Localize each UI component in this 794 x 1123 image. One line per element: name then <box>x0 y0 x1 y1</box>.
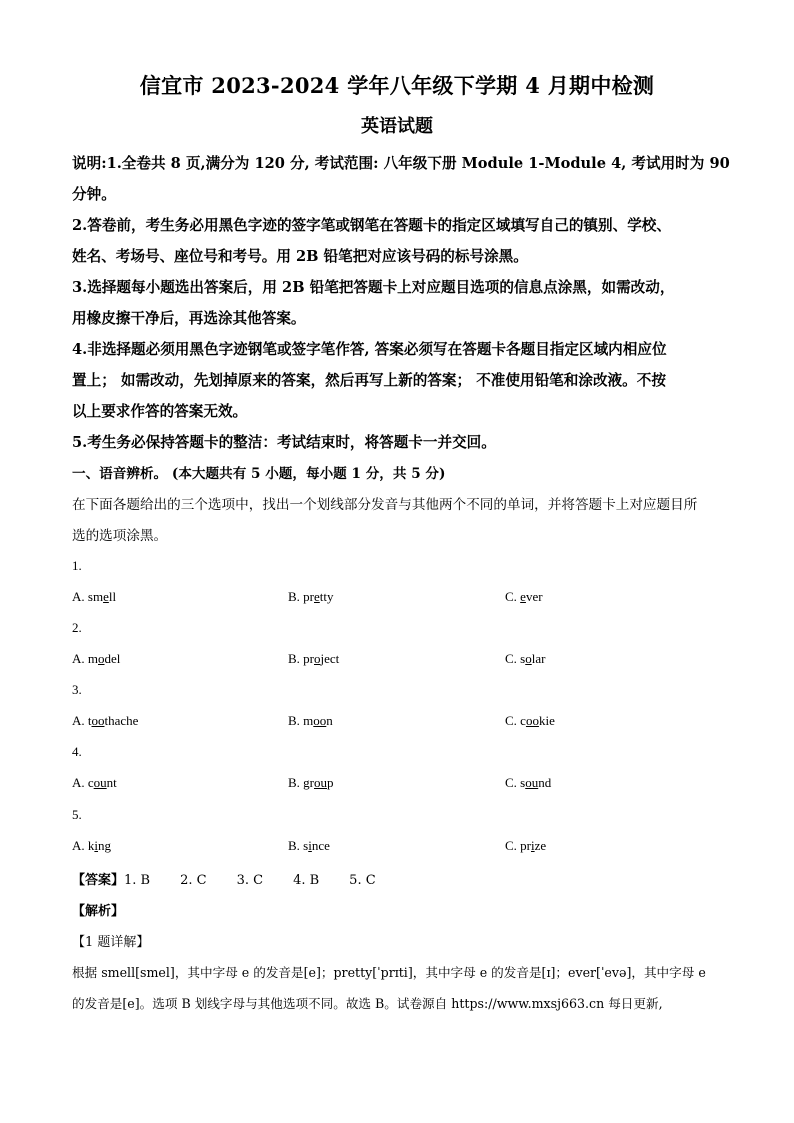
analysis-paragraph-2: 的发音是[e]。选项 B 划线字母与其他选项不同。故选 B。试卷源自 https://www.mxsj663.cn 每日更新, <box>72 996 663 1011</box>
option-text: lar <box>531 651 546 666</box>
answer-item: 4. B <box>293 873 320 888</box>
option-text: A. t <box>72 713 92 728</box>
underlined-letters: ou <box>93 775 107 790</box>
instruction-line-10: 5.考生务必保持答题卡的整洁：考试结束时，将答题卡一并交回。 <box>72 434 496 451</box>
instruction-line-9: 以上要求作答的答案无效。 <box>72 403 248 420</box>
option-text: B. s <box>288 838 309 853</box>
option-c <box>505 838 546 854</box>
underlined-letters: o <box>98 651 105 666</box>
underlined-letters: i <box>531 838 535 853</box>
option-text: ject <box>320 651 340 666</box>
underlined-letters: o <box>525 651 532 666</box>
instruction-line-5: 3.选择题每小题选出答案后，用 2B 铅笔把答题卡上对应题目选项的信息点涂黑，如需改动， <box>72 279 675 296</box>
underlined-letters: i <box>94 838 99 853</box>
option-a <box>72 713 138 729</box>
option-c <box>505 775 551 791</box>
answer-line <box>72 869 376 888</box>
instruction-line-7: 4.非选择题必须用黑色字迹钢笔或签字笔作答, 答案必须写在答题卡各题目指定区域内相应位 <box>72 341 667 358</box>
option-b <box>288 775 334 791</box>
option-text: ver <box>525 589 543 604</box>
underlined-letters: ou <box>314 775 327 790</box>
underlined-letters: ou <box>525 775 539 790</box>
option-c <box>505 713 555 729</box>
question-number: 3. <box>72 682 82 697</box>
option-a <box>72 651 120 667</box>
underlined-letters: o <box>314 651 321 666</box>
page-subtitle: 英语试题 <box>361 116 433 137</box>
instruction-line-3: 2.答卷前，考生务必用黑色字迹的签字笔或钢笔在答题卡的指定区域填写自己的镇别、学校、 <box>72 217 671 234</box>
option-text: nce <box>311 838 330 853</box>
option-text: nd <box>538 775 552 790</box>
option-b <box>288 713 333 729</box>
option-text: C. s <box>505 775 526 790</box>
section-heading: 一、语音辨析。 (本大题共有 5 小题，每小题 1 分，共 5 分) <box>72 466 446 482</box>
option-text: C. <box>505 589 521 604</box>
underlined-letters: i <box>308 838 312 853</box>
section-description-2: 选的选项涂黑。 <box>72 528 168 544</box>
instruction-line-6: 用橡皮擦干净后，再选涂其他答案。 <box>72 310 306 327</box>
question-number: 2. <box>72 620 82 635</box>
option-text: A. m <box>72 651 98 666</box>
analysis-label: 【解析】 <box>72 904 125 919</box>
answer-label: 【答案】 <box>72 873 125 888</box>
option-text: nt <box>106 775 117 790</box>
instruction-line-1: 说明:1.全卷共 8 页,满分为 120 分, 考试范围: 八年级下册 Module 1-Module 4, 考试用时为 90 <box>72 155 730 172</box>
answer-item: 5. C <box>349 873 376 888</box>
question-number: 4. <box>72 744 82 759</box>
answer-item: 1. B <box>124 873 151 888</box>
option-text: kie <box>538 713 555 728</box>
option-b <box>288 651 339 667</box>
option-text: n <box>326 713 333 728</box>
analysis-paragraph-1: 根据 smell[smel]，其中字母 e 的发音是[e]；pretty[ˈprɪti]，其中字母 e 的发音是[ɪ]；ever[ˈevə]，其中字母 e <box>72 965 706 980</box>
detail-label: 【1 题详解】 <box>72 935 150 950</box>
underlined-letters: oo <box>91 713 105 728</box>
page-title: 信宜市 2023-2024 学年八年级下学期 4 月期中检测 <box>139 73 655 98</box>
option-a <box>72 838 111 854</box>
underlined-letters: e <box>103 589 109 604</box>
option-text: B. gr <box>288 775 314 790</box>
underlined-letters: e <box>520 589 526 604</box>
option-text: A. c <box>72 775 94 790</box>
option-text: thache <box>104 713 139 728</box>
option-a <box>72 775 117 791</box>
option-text: A. k <box>72 838 95 853</box>
option-text: A. sm <box>72 589 104 604</box>
option-a <box>72 589 116 605</box>
option-text: B. m <box>288 713 314 728</box>
option-c <box>505 651 545 667</box>
question-number: 5. <box>72 807 82 822</box>
underlined-letters: oo <box>313 713 327 728</box>
option-text: C. c <box>505 713 526 728</box>
answer-item: 3. C <box>236 873 264 888</box>
question-number: 1. <box>72 558 82 573</box>
underlined-letters: oo <box>525 713 539 728</box>
option-text: B. pr <box>288 589 314 604</box>
answer-item: 2. C <box>180 873 207 888</box>
option-text: tty <box>319 589 334 604</box>
option-b <box>288 838 330 854</box>
option-text: B. pr <box>288 651 314 666</box>
option-text: ng <box>98 838 112 853</box>
option-c <box>505 589 543 605</box>
underlined-letters: e <box>314 589 320 604</box>
option-text: ll <box>108 589 117 604</box>
option-text: C. pr <box>505 838 531 853</box>
option-text: p <box>327 775 334 790</box>
option-text: C. s <box>505 651 526 666</box>
instruction-line-8: 置上； 如需改动，先划掉原来的答案，然后再写上新的答案； 不准使用铅笔和涂改液。不按 <box>72 372 666 389</box>
option-text: del <box>104 651 121 666</box>
section-description-1: 在下面各题给出的三个选项中，找出一个划线部分发音与其他两个不同的单词，并将答题卡上对应题目所 <box>72 497 698 513</box>
option-b <box>288 589 334 605</box>
option-text: ze <box>534 838 547 853</box>
instruction-line-2: 分钟。 <box>72 186 116 203</box>
instruction-line-4: 姓名、考场号、座位号和考号。用 2B 铅笔把对应该号码的标号涂黑。 <box>72 248 528 265</box>
